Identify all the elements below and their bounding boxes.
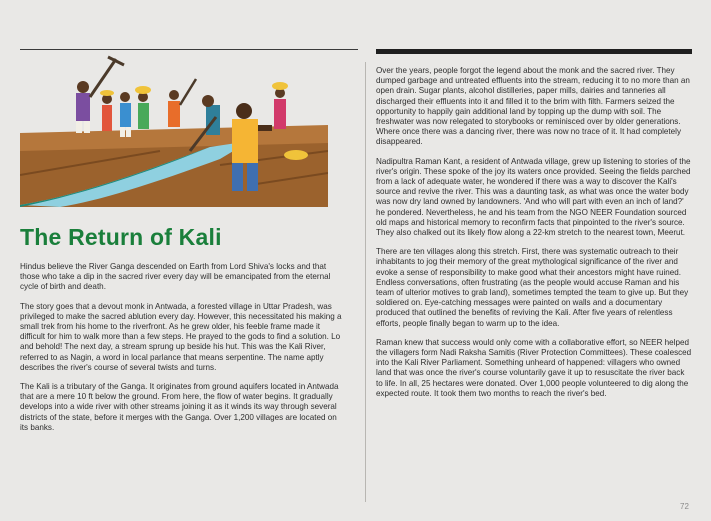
paragraph: Raman knew that success would only come with a collaborative effort, so NEER helped the villagers form Nadi Raksha Samitis (River Protection Committees). These coalesced into the Kali River Parliament. Something unheard of happened: villagers who owned land that was once the river's course voluntarily gave it up to resuscitate the river back to life. In all, 25 hectares were donated. Over 1,000 people volunteered to dig along the expected route. It took them two months to reach the river's bed. <box>376 337 692 398</box>
page-number: 72 <box>680 502 689 511</box>
paragraph: The Kali is a tributary of the Ganga. It originates from ground aquifers located in Antwada that are a mere 10 ft below the ground. From here, the flow of water begins. It gradually develops into a wide river with other streams joining it as it winds its way through several districts of the state, before it merges with the Ganga. Over 1,200 villages are located on its banks. <box>20 382 339 432</box>
paragraph: Hindus believe the River Ganga descended on Earth from Lord Shiva's locks and that those who take a dip in the sacred river every day will be emancipated from the eternal cycle of birth and death. <box>20 262 331 292</box>
paragraph: The story goes that a devout monk in Antwada, a forested village in Uttar Pradesh, was privileged to make the sacred ablution every day. However, this necessitated his making a small trek from his home to the riverfront. As he grew older, his feeble frame made it difficult for him to walk more than a few steps. He prayed to the gods to find a solution. Lo and behold! The next day, a stream sprung up beside his hut. This was the Kali River, referred to as Nagin, a word in local parlance that means serpentine. The name aptly describes the river's course of several twists and turns. <box>20 301 342 372</box>
paragraph: Nadipultra Raman Kant, a resident of Antwada village, grew up listening to stories of the river's origin. These spoke of the joy its waters once provided. Seeing the fields parched from a lack of adequate water, he wondered if there was a way to discover the Kali's source and revive the river. This was a daunting task, as what was once the water body was now dry land owned by landowners. 'And who will part with even an inch of land?' he pondered. Nevertheless, he and his team from the NGO NEER Foundation sourced old maps and historical memory to reconfirm facts that pinpointed to the river's source. They also chalked out its likely flow along a 22-km stretch to the nearest town, Meerut. <box>376 156 691 238</box>
top-rule-right <box>376 49 692 54</box>
top-rule-left <box>20 49 358 50</box>
left-column <box>20 262 342 442</box>
villagers-digging-illustration <box>20 55 328 207</box>
article-title: The Return of Kali <box>20 224 222 250</box>
paragraph: Over the years, people forgot the legend about the monk and the sacred river. They dumped garbage and untreated effluents into the stream, reducing it to no more than an open drain. Sugar plants, alcohol distilleries, paper mills, dairies and tanneries all discharged their effluents into it and filled it to the brim with filth. Farmers seized the opportunity to happily gain additional land by topping up the dump with soil. The freshwater was now relegated to storybooks or reminisced over by older generations. Where once there was a dancing river, there was now no trace of it. It had completely disappeared. <box>376 66 690 147</box>
right-column <box>376 66 692 408</box>
paragraph: There are ten villages along this stretch. First, there was systematic outreach to their inhabitants to jog their memory of the great mythological significance of the river and evoke a sense of responsibility to make good what their ancestors might have ruined. Endless conversations, often frustrating (as the people would accuse Raman and his team of ulterior motives to grab land), sometimes tempted the team to give up. But they soldiered on. Eye-catching messages were painted on walls and a documentary produced that outlined the benefits of reviving the Kali. After five years of relentless efforts, people finally began to warm up to the idea. <box>376 247 689 328</box>
column-divider <box>365 62 366 502</box>
